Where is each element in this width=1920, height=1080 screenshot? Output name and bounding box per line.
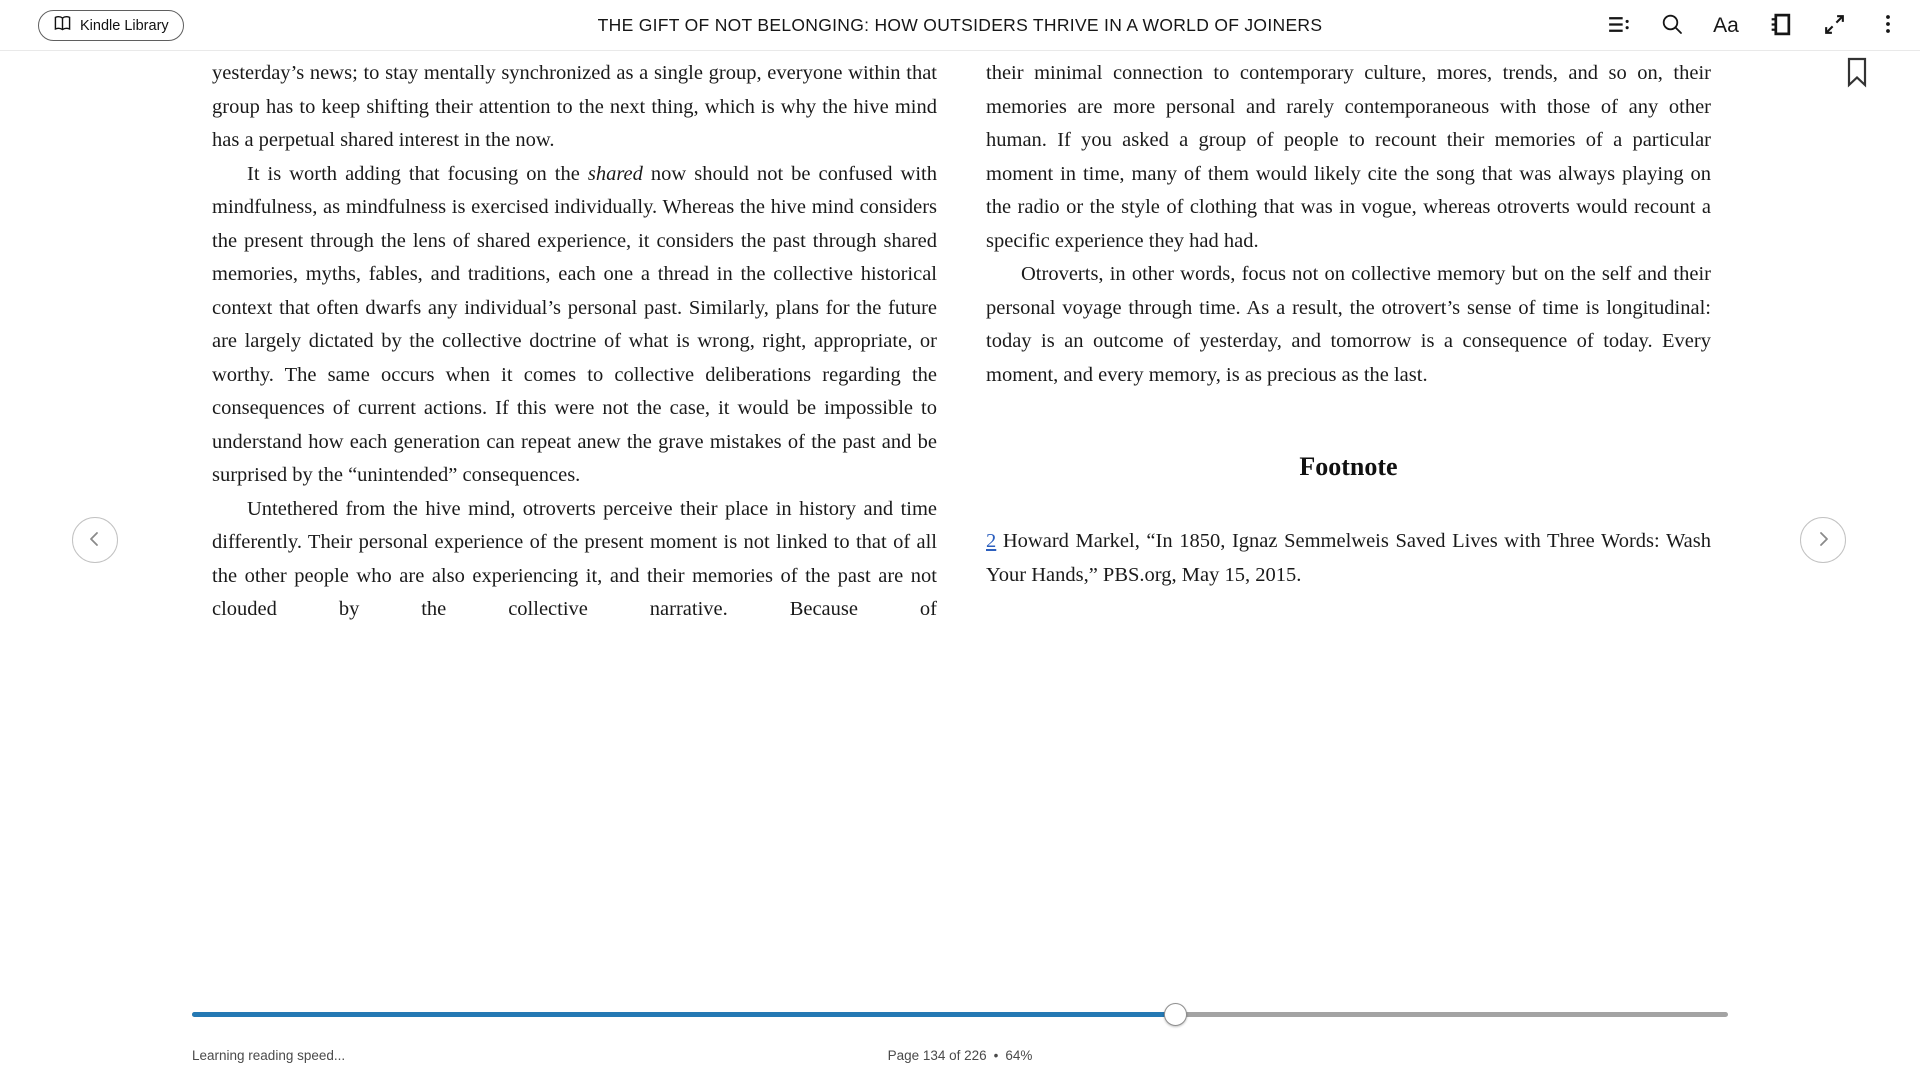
progress-thumb[interactable]: [1164, 1003, 1187, 1026]
more-options-button[interactable]: [1872, 8, 1904, 44]
notebook-button[interactable]: [1764, 8, 1796, 44]
paragraph: yesterday’s news; to stay mentally synchronized as a single group, everyone within that group has to keep shifting their attention to the next thing, which is why the hive mind has a perpetual shared interest in the now.: [212, 62, 937, 151]
text-column-left: [212, 57, 937, 627]
footnote-paragraph: [986, 525, 1711, 592]
previous-page-button[interactable]: [72, 517, 118, 563]
footnote-heading: Footnote: [1299, 452, 1398, 481]
bookmark-icon[interactable]: [1846, 57, 1868, 93]
paragraph: Otroverts, in other words, focus not on collective memory but on the self and their personal voyage through time. As a result, the otrovert’s sense of time is longitudinal: today is an outcome of yesterday, and tomorrow is a consequence of today. Every moment, and every memory, is as precious as the last.: [986, 263, 1711, 386]
chevron-left-icon: [85, 529, 105, 552]
vertical-ellipsis-icon: [1876, 12, 1900, 39]
search-button[interactable]: [1656, 8, 1688, 44]
percent-read: 64%: [1005, 1048, 1033, 1063]
bullet-separator: •: [993, 1048, 999, 1063]
search-icon: [1660, 12, 1684, 39]
fullscreen-expand-icon: [1822, 12, 1847, 40]
font-size-icon: Aa: [1713, 13, 1739, 37]
fullscreen-button[interactable]: [1818, 8, 1850, 44]
progress-fill: [192, 1012, 1175, 1017]
next-page-button[interactable]: [1800, 517, 1846, 563]
paragraph-text: now should not be confused with mindfulness, as mindfulness is exercised individually. Whereas the hive mind considers the present through the lens of shared experience, it considers the past through shared memories, myths, fables, and traditions, each one a thread in the collective historical context that often dwarfs any individual’s personal past. Similarly, plans for the future are largely dictated by the collective doctrine of what is wrong, right, appropriate, or worthy. The same occurs when it comes to collective deliberations regarding the consequences of current actions. If this were not the case, it would be impossible to understand how each generation can repeat anew the grave mistakes of the past and be surprised by the “unintended” consequences.: [212, 162, 937, 486]
book-title: THE GIFT OF NOT BELONGING: HOW OUTSIDERS THRIVE IN A WORLD OF JOINERS: [597, 15, 1323, 35]
toc-list-icon: [1606, 12, 1631, 40]
italic-word: shared: [587, 162, 643, 185]
footnote-text: Howard Markel, “In 1850, Ignaz Semmelweis Saved Lives with Three Words: Wash Your Hands,” PBS.org, May 15, 2015.: [986, 530, 1711, 586]
paragraph: Untethered from the hive mind, otroverts perceive their place in history and time differently. Their personal experience of the present moment is not linked to that of all the other people who are also experiencing it, and their memories of the past are not clouded by the collective narrative. Because of: [212, 497, 937, 620]
toolbar: [0, 0, 1920, 51]
reading-speed-status: Learning reading speed...: [192, 1048, 346, 1063]
chevron-right-icon: [1813, 529, 1833, 552]
table-of-contents-button[interactable]: [1602, 8, 1634, 44]
reading-progress-slider[interactable]: [192, 1003, 1728, 1026]
kindle-library-button[interactable]: [38, 10, 184, 41]
toolbar-actions: [1602, 0, 1904, 51]
open-book-icon: [53, 15, 72, 36]
footnote-ref-link[interactable]: 2: [986, 530, 997, 552]
kindle-library-label: Kindle Library: [80, 17, 169, 34]
paragraph: their minimal connection to contemporary culture, mores, trends, and so on, their memories are more personal and rarely contemporaneous with those of any other human. If you asked a group of people to recount their memories of a particular moment in time, many of them would likely cite the song that was always playing on the radio or the style of clothing that was in vogue, whereas otroverts would recount a specific experience they had had.: [986, 62, 1711, 252]
page-info: Page 134 of 226: [887, 1048, 987, 1063]
paragraph-text: It is worth adding that focusing on the: [247, 162, 588, 185]
page-position-label: [0, 1048, 1920, 1063]
text-column-right: [986, 57, 1711, 592]
paragraph: [212, 158, 937, 493]
notebook-icon: [1768, 12, 1793, 40]
font-settings-button[interactable]: [1710, 8, 1742, 44]
